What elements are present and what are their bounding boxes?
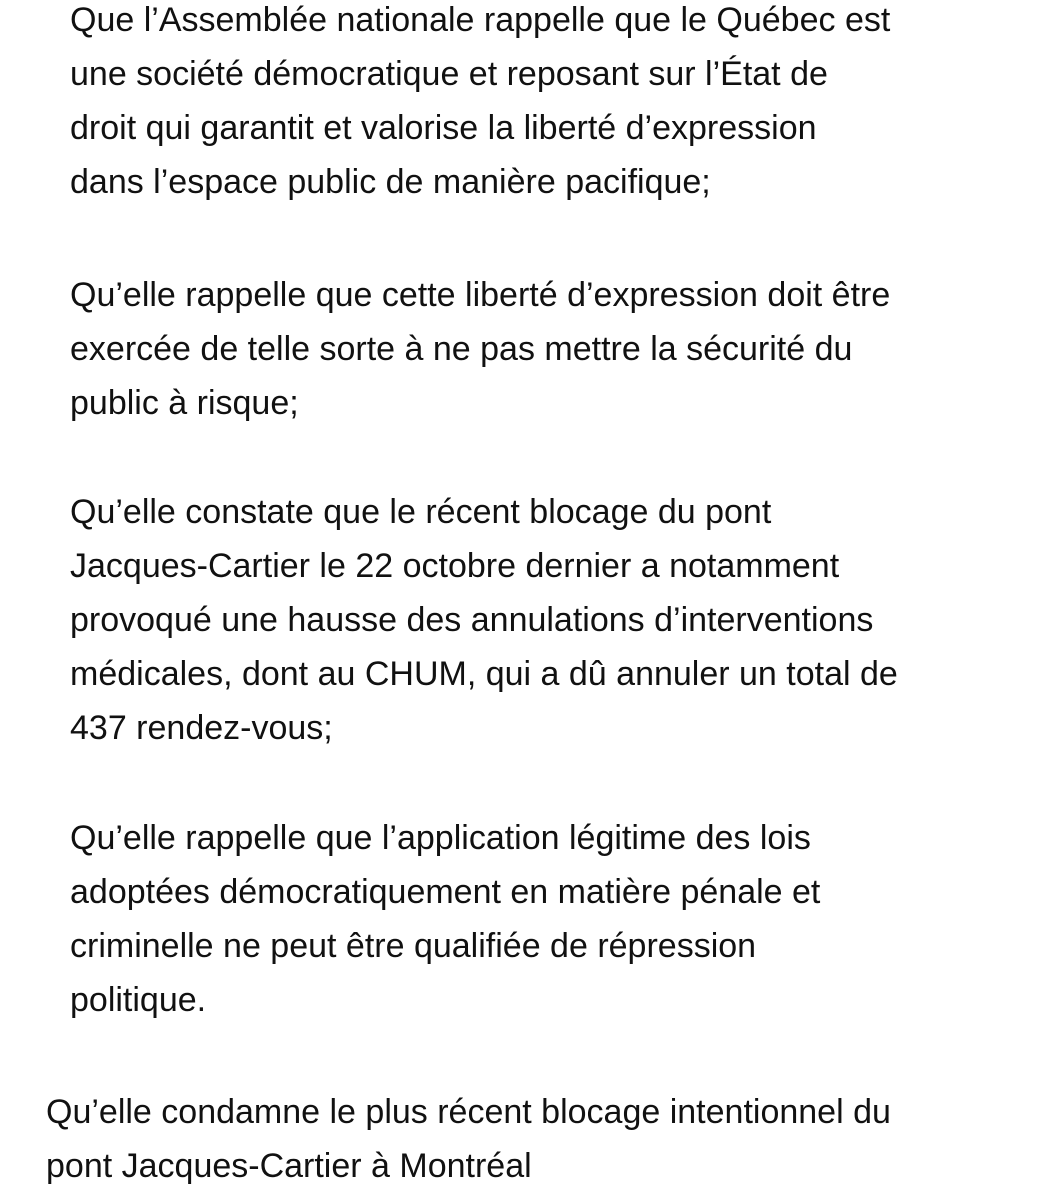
paragraph-line: 437 rendez-vous; [70,709,333,747]
paragraph-line: provoqué une hausse des annulations d’interventions [70,601,874,639]
paragraph-line: criminelle ne peut être qualifiée de répression [70,927,757,965]
paragraph-line: Que l’Assemblée nationale rappelle que le Québec est [70,1,891,39]
paragraph-line: adoptées démocratiquement en matière pénale et [70,873,821,911]
paragraph-line: Qu’elle constate que le récent blocage du pont [70,493,772,531]
paragraph-line: Jacques-Cartier le 22 octobre dernier a notamment [70,547,840,585]
paragraph-line: politique. [70,981,207,1019]
paragraph-3 [70,485,898,755]
paragraph-line: Qu’elle condamne le plus récent blocage intentionnel du [46,1093,891,1131]
paragraph-line: médicales, dont au CHUM, qui a dû annuler un total de [70,655,898,693]
paragraph-line: droit qui garantit et valorise la liberté d’expression [70,109,817,147]
paragraph-line: une société démocratique et reposant sur l’État de [70,55,828,93]
paragraph-line: Qu’elle rappelle que cette liberté d’expression doit être [70,276,891,314]
paragraph-2 [70,268,890,430]
paragraph-line: Qu’elle rappelle que l’application légitime des lois [70,819,811,857]
paragraph-1 [70,0,890,209]
paragraph-line: dans l’espace public de manière pacifique; [70,163,711,201]
paragraph-4 [70,811,820,1027]
paragraph-5 [46,1085,891,1193]
paragraph-line: public à risque; [70,384,299,422]
paragraph-line: pont Jacques-Cartier à Montréal [46,1147,532,1185]
paragraph-line: exercée de telle sorte à ne pas mettre la sécurité du [70,330,853,368]
